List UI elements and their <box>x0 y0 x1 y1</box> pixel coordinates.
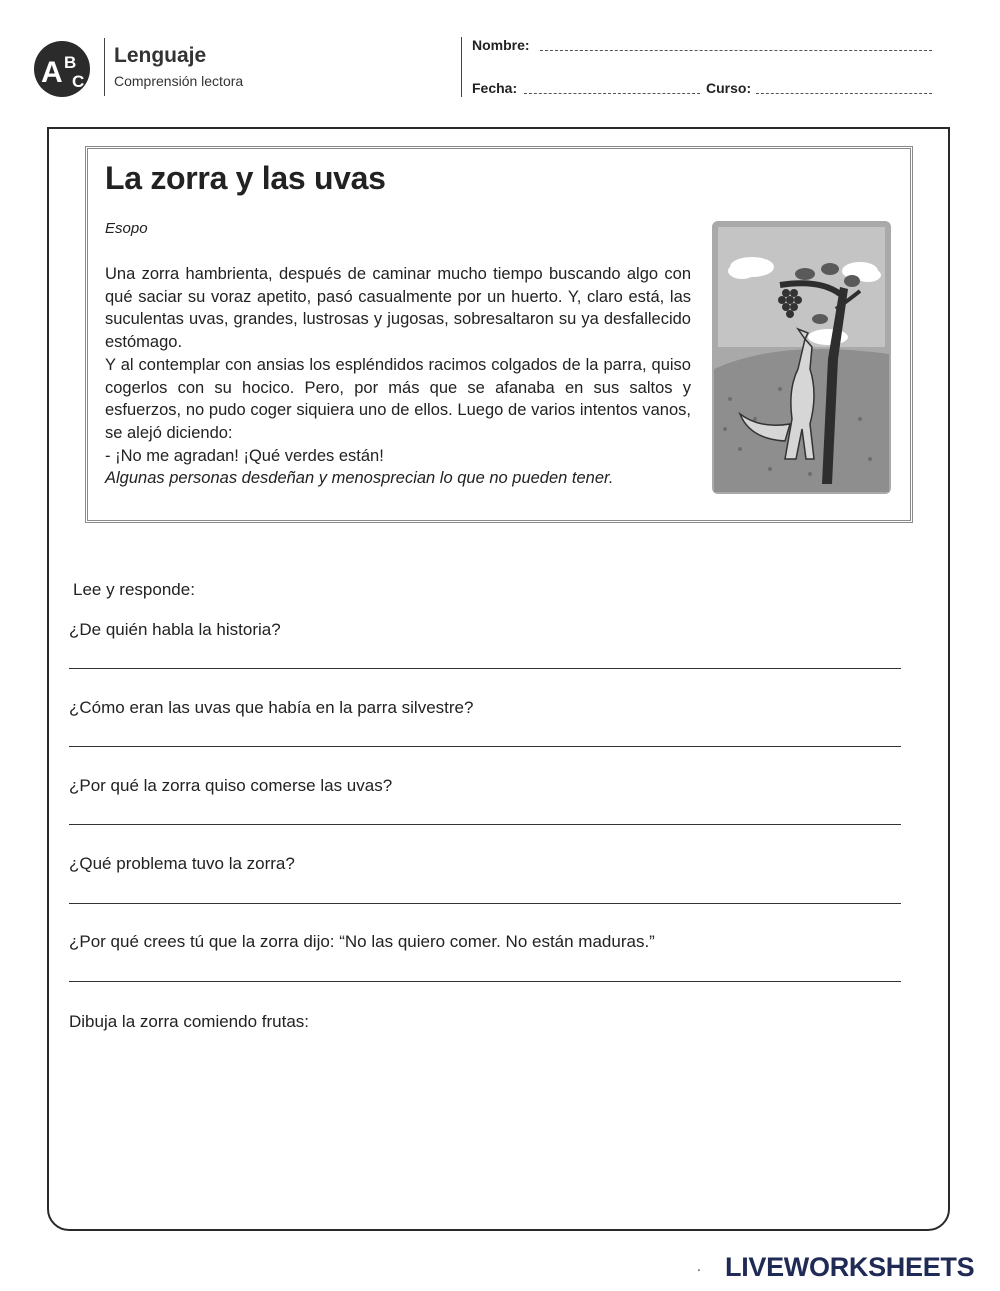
story-text <box>105 263 691 490</box>
abc-logo-icon <box>33 38 95 98</box>
date-field[interactable] <box>524 93 700 94</box>
header-divider <box>104 38 105 96</box>
subject-subtitle: Comprensión lectora <box>114 73 244 89</box>
answer-line-5[interactable] <box>69 981 901 982</box>
course-field[interactable] <box>756 93 932 94</box>
course-label: Curso: <box>706 80 752 96</box>
drawing-prompt: Dibuja la zorra comiendo frutas: <box>69 1012 310 1031</box>
date-label: Fecha: <box>472 80 518 96</box>
answer-line-1[interactable] <box>69 668 901 669</box>
fox-and-grapes-illustration <box>710 219 893 496</box>
story-title: La zorra y las uvas <box>105 160 386 196</box>
name-field[interactable] <box>540 50 932 51</box>
story-author: Esopo <box>105 220 148 237</box>
liveworksheets-brand[interactable]: LIVEWORKSHEETS <box>725 1252 975 1282</box>
name-label: Nombre: <box>472 37 530 53</box>
activity-instruction: Lee y responde: <box>73 580 195 599</box>
question-2: ¿Cómo eran las uvas que había en la parra silvestre? <box>69 698 474 717</box>
question-5: ¿Por qué crees tú que la zorra dijo: “No las quiero comer. No están maduras.” <box>69 932 655 951</box>
answer-line-2[interactable] <box>69 746 901 747</box>
logo-letter-b: B <box>64 53 77 72</box>
question-4: ¿Qué problema tuvo la zorra? <box>69 854 295 873</box>
logo-letter-a: A <box>41 56 63 89</box>
logo-letter-c: C <box>72 72 85 91</box>
subject-title: Lenguaje <box>114 44 207 67</box>
liveworksheets-logo-icon <box>698 1255 722 1285</box>
story-paragraph: Y al contemplar con ansias los espléndidos racimos colgados de la parra, quiso cogerlos con su hocico. Pero, por más que se afanaba en sus saltos y esfuerzos, no pudo coger siquiera uno de ellos. Luego de varios intentos vanos, se alejó diciendo: <box>105 355 691 442</box>
question-3: ¿Por qué la zorra quiso comerse las uvas? <box>69 776 393 795</box>
question-1: ¿De quién habla la historia? <box>69 620 281 639</box>
form-divider <box>461 37 462 97</box>
answer-line-3[interactable] <box>69 824 901 825</box>
story-paragraph: Una zorra hambrienta, después de caminar mucho tiempo buscando algo con qué saciar su voraz apetito, pasó casualmente por un huerto. Y, claro está, las suculentas uvas, grandes, lustrosas y jugosas, sobresaltaron su ya desfallecido estómago. <box>105 265 691 352</box>
answer-line-4[interactable] <box>69 903 901 904</box>
story-paragraph: - ¡No me agradan! ¡Qué verdes están! <box>105 446 384 465</box>
story-moral: Algunas personas desdeñan y menosprecian lo que no pueden tener. <box>105 469 614 488</box>
